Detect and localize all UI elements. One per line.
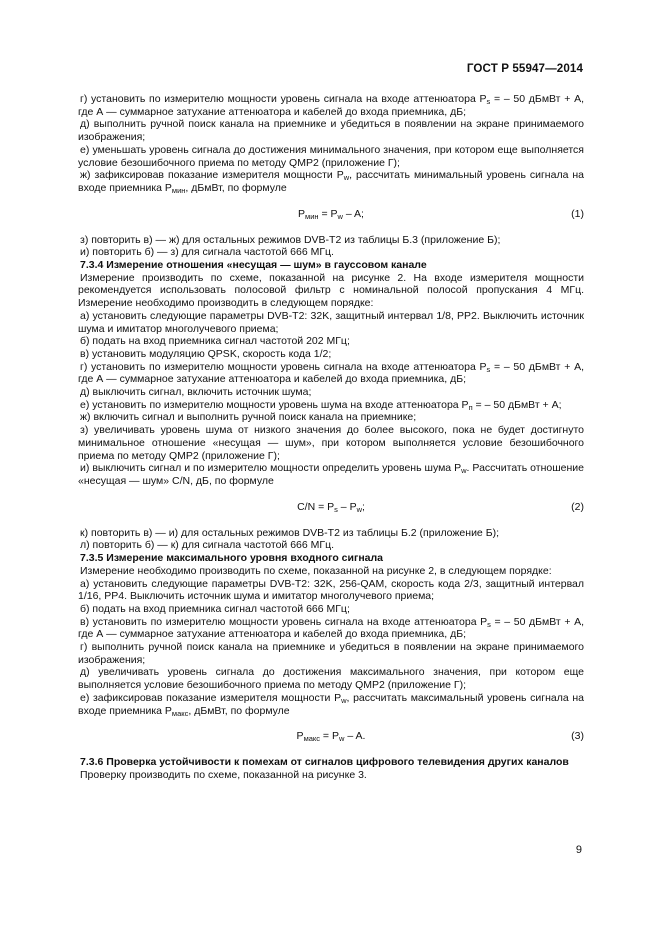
- paragraph: ж) зафиксировав показание измерителя мощности $P_w$, рассчитать минимальный уровень сигнала на входе приемника $P_{мин}$, дБмВт, по формуле: [78, 169, 584, 195]
- page-number: 9: [575, 844, 582, 856]
- formula: [78, 717, 584, 756]
- paragraph: а) установить следующие параметры DVB-T2: 32K, 256-QAM, скорость кода 2/3, защитный интервал 1/16, PP4. Выключить источник шума и имитатор многолучевого приема;: [78, 577, 584, 603]
- paragraph: д) выполнить ручной поиск канала на приемнике и убедиться в появлении на экране принимаемого изображения;: [78, 118, 584, 144]
- paragraph: е) зафиксировав показание измерителя мощности $P_w$, рассчитать максимальный уровень сигнала на входе приемника $P_{макс}$, дБмВт, по формуле: [78, 691, 584, 718]
- document-id-header: ГОСТ Р 55947—2014: [466, 62, 583, 75]
- paragraph: г) установить по измерителю мощности уровень сигнала на входе аттенюатора $P_s$ = – 50 дБмВт + А, где А — суммарное затухание аттенюатора и кабелей до входа приемника, дБ;: [78, 360, 584, 386]
- paragraph: г) установить по измерителю мощности уровень сигнала на входе аттенюатора $P_s$ = – 50 дБмВт + А, где А — суммарное затухание аттенюатора и кабелей до входа приемника, дБ;: [78, 93, 584, 118]
- paragraph: з) увеличивать уровень шума от низкого значения до более высокого, пока не будет достигнуто минимальное отношение «несущая — шум», при котором выполняется условие безошибочного приема по методу QMP2 (приложение Г);: [78, 424, 584, 462]
- section-heading: 7.3.5 Измерение максимального уровня входного сигнала: [80, 552, 384, 565]
- formula: [78, 488, 584, 527]
- formula-expression: $C/N = P_s - P_w$;: [297, 500, 365, 514]
- formula-number: (1): [571, 207, 584, 220]
- section-heading: 7.3.6 Проверка устойчивости к помехам от сигналов цифрового телевидения других каналов: [80, 756, 569, 769]
- paragraph: к) повторить в) — и) для остальных режимов DVB-T2 из таблицы Б.2 (приложение Б);: [80, 526, 499, 539]
- paragraph: д) выключить сигнал, включить источник шума;: [80, 386, 312, 399]
- paragraph: Измерение необходимо производить по схеме, показанной на рисунке 2, в следующем порядке:: [80, 564, 552, 577]
- formula-expression: $P_{мин} = P_w - A$;: [298, 207, 364, 221]
- paragraph: з) повторить в) — ж) для остальных режимов DVB-T2 из таблицы Б.3 (приложение Б);: [80, 233, 501, 246]
- paragraph: ж) включить сигнал и выполнить ручной поиск канала на приемнике;: [80, 411, 417, 424]
- paragraph: а) установить следующие параметры DVB-T2: 32K, защитный интервал 1/8, PP2. Выключить источник шума и имитатор многолучевого приема;: [78, 309, 584, 335]
- paragraph: Проверку производить по схеме, показанной на рисунке 3.: [80, 768, 367, 781]
- formula-number: (2): [571, 500, 584, 513]
- formula-expression: $P_{макс} = P_w - A$.: [296, 730, 366, 744]
- paragraph: и) повторить б) — з) для сигнала частотой 666 МГц.: [80, 246, 334, 259]
- paragraph: б) подать на вход приемника сигнал частотой 666 МГц;: [80, 602, 350, 615]
- paragraph: л) повторить б) — к) для сигнала частотой 666 МГц.: [80, 539, 334, 552]
- formula: [78, 195, 584, 234]
- paragraph: е) уменьшать уровень сигнала до достижения минимального значения, при котором еще выполняется условие безошибочного приема по методу QMP2 (приложение Г);: [78, 143, 584, 169]
- paragraph: д) увеличивать уровень сигнала до достижения максимального значения, при котором еще выполняется условие безошибочного приема по методу QMP2 (приложение Г);: [78, 666, 584, 692]
- section-heading: 7.3.4 Измерение отношения «несущая — шум» в гауссовом канале: [80, 259, 427, 272]
- formula-number: (3): [571, 730, 584, 743]
- paragraph: г) выполнить ручной поиск канала на приемнике и убедиться в появлении на экране принимаемого изображения;: [78, 641, 584, 666]
- paragraph: и) выключить сигнал и по измерителю мощности определить уровень шума $P_w$. Рассчитать отношение «несущая — шум» C/N, дБ, по формуле: [78, 462, 584, 487]
- paragraph: Измерение производить по схеме, показанной на рисунке 2. На входе измерителя мощности рекомендуется использовать полосовой фильтр с номинальной полосой пропускания 4 МГц. Измерение необходимо производить в следующем порядке:: [78, 271, 584, 310]
- paragraph: в) установить модуляцию QPSK, скорость кода 1/2;: [80, 347, 332, 360]
- document-body: [78, 93, 584, 782]
- paragraph: в) установить по измерителю мощности уровень сигнала на входе аттенюатора $P_s$ = – 50 дБмВт + А, где А — суммарное затухание аттенюатора и кабелей до входа приемника, дБ;: [78, 615, 584, 641]
- paragraph: б) подать на вход приемника сигнал частотой 202 МГц;: [80, 335, 350, 348]
- paragraph: е) установить по измерителю мощности уровень шума на входе аттенюатора $P_п$ = – 50 дБмВт + А;: [80, 398, 562, 412]
